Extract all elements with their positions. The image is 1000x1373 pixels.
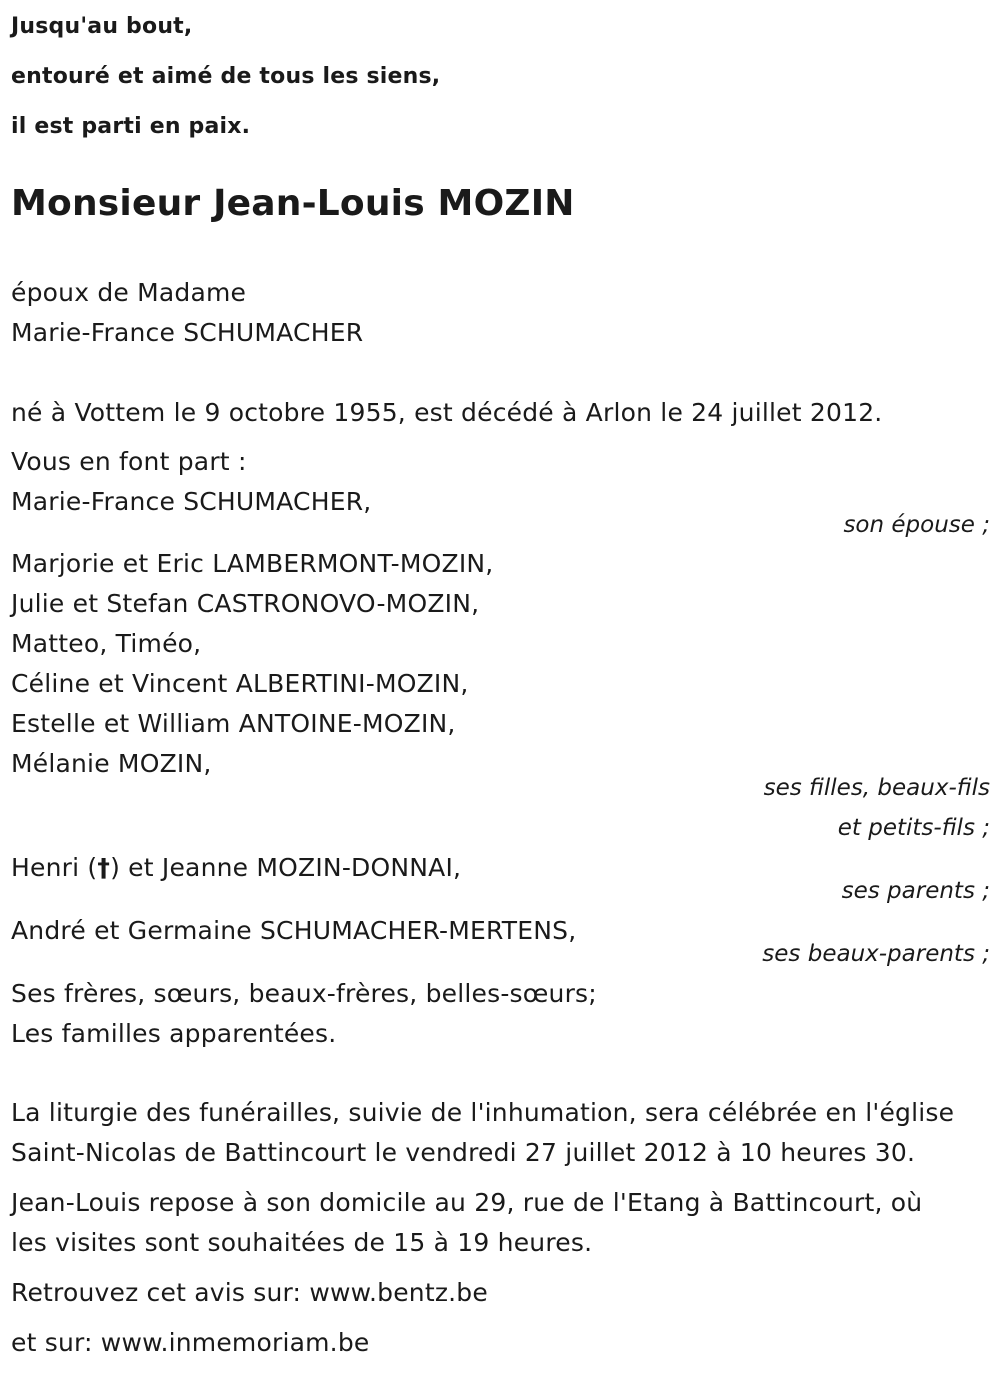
child-line: Estelle et William ANTOINE-MOZIN, <box>11 709 456 738</box>
siblings-line: Ses frères, sœurs, beaux-frères, belles-sœurs; <box>11 979 597 1008</box>
inlaws-line: André et Germaine SCHUMACHER-MERTENS, <box>11 916 577 945</box>
spouse-line-2: Marie-France SCHUMACHER <box>11 318 364 347</box>
child-line: Matteo, Timéo, <box>11 629 202 658</box>
children-role-1: ses filles, beaux-fils <box>763 775 990 801</box>
parents-before: Henri ( <box>11 853 98 882</box>
cross-icon: † <box>97 853 111 882</box>
child-line: Mélanie MOZIN, <box>11 749 212 778</box>
link-inmemoriam: et sur: www.inmemoriam.be <box>11 1328 370 1357</box>
intro-line-3: il est parti en paix. <box>11 114 251 139</box>
birth-death-line: né à Vottem le 9 octobre 1955, est décédé à Arlon le 24 juillet 2012. <box>11 398 883 427</box>
announce-line: Vous en font part : <box>11 447 247 476</box>
relatives-line: Les familles apparentées. <box>11 1019 337 1048</box>
child-line: Marjorie et Eric LAMBERMONT-MOZIN, <box>11 549 494 578</box>
parents-line <box>11 853 461 883</box>
inlaws-role: ses beaux-parents ; <box>762 941 990 967</box>
family-spouse: Marie-France SCHUMACHER, <box>11 487 372 516</box>
intro-line-2: entouré et aimé de tous les siens, <box>11 64 441 89</box>
spouse-role: son épouse ; <box>843 512 990 538</box>
parents-role: ses parents ; <box>841 878 990 904</box>
ceremony-line-2: Saint-Nicolas de Battincourt le vendredi 27 juillet 2012 à 10 heures 30. <box>11 1138 916 1167</box>
children-role-2: et petits-fils ; <box>837 815 990 841</box>
child-line: Julie et Stefan CASTRONOVO-MOZIN, <box>11 589 480 618</box>
spouse-line-1: époux de Madame <box>11 278 247 307</box>
link-bentz: Retrouvez cet avis sur: www.bentz.be <box>11 1278 488 1307</box>
intro-line-1: Jusqu'au bout, <box>11 14 193 39</box>
visit-line-2: les visites sont souhaitées de 15 à 19 heures. <box>11 1228 593 1257</box>
deceased-name: Monsieur Jean-Louis MOZIN <box>11 183 575 224</box>
visit-line-1: Jean-Louis repose à son domicile au 29, rue de l'Etang à Battincourt, où <box>11 1188 923 1217</box>
child-line: Céline et Vincent ALBERTINI-MOZIN, <box>11 669 469 698</box>
ceremony-line-1: La liturgie des funérailles, suivie de l'inhumation, sera célébrée en l'église <box>11 1098 955 1127</box>
parents-after: ) et Jeanne MOZIN-DONNAI, <box>110 853 462 882</box>
